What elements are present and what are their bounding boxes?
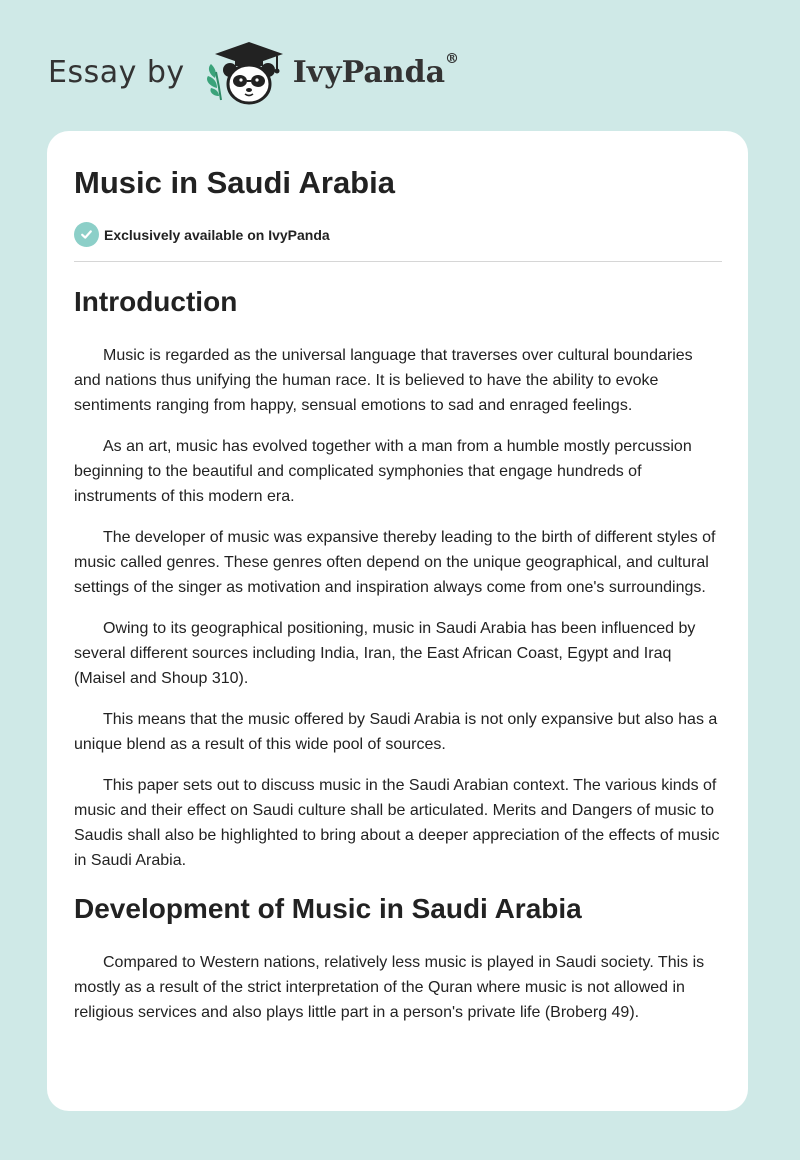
check-icon xyxy=(74,222,99,247)
paragraph: This means that the music offered by Saudi Arabia is not only expansive but also has a unique blend as a result of this wide pool of sources. xyxy=(74,711,718,753)
paragraph: The developer of music was expansive thereby leading to the birth of different styles of music called genres. These genres often depend on the unique geographical, and cultural settings of the singer as motivation and inspiration always come from one's surroundings. xyxy=(74,529,716,596)
site-header xyxy=(48,36,459,108)
paragraph: Owing to its geographical positioning, music in Saudi Arabia has been influenced by several different sources including India, Iran, the East African Coast, Egypt and Iraq (Maisel and Shoup 310). xyxy=(74,620,696,687)
page-title: Music in Saudi Arabia xyxy=(74,165,395,200)
article-body xyxy=(74,282,722,1041)
paragraph: As an art, music has evolved together with a man from a humble mostly percussion beginning to the beautiful and complicated symphonies that engage hundreds of instruments of this modern era. xyxy=(74,438,692,505)
essay-by-label: Essay by xyxy=(48,54,185,90)
essay-card xyxy=(47,131,748,1111)
exclusive-label: Exclusively available on IvyPanda xyxy=(104,226,330,243)
section-heading-development: Development of Music in Saudi Arabia xyxy=(74,893,582,924)
exclusive-badge xyxy=(74,222,330,247)
brand-name[interactable]: IvyPanda® xyxy=(292,50,460,90)
paragraph: Compared to Western nations, relatively less music is played in Saudi society. This is mostly as a result of the strict interpretation of the Quran where music is not allowed in religious services and also plays little part in a person's private life (Broberg 49). xyxy=(74,954,705,1021)
section-heading-introduction: Introduction xyxy=(74,286,238,317)
paragraph: Music is regarded as the universal language that traverses over cultural boundaries and nations thus unifying the human race. It is believed to have the ability to evoke sentiments ranging from happy, sensual emotions to sad and enraged feelings. xyxy=(74,347,693,414)
paragraph: This paper sets out to discuss music in the Saudi Arabian context. The various kinds of music and their effect on Saudi culture shall be articulated. Merits and Dangers of music to Saudis shall also be highlighted to bring about a deeper appreciation of the effects of music in Saudi Arabia. xyxy=(74,777,720,869)
panda-logo-icon[interactable] xyxy=(199,36,287,108)
title-divider xyxy=(74,261,722,262)
